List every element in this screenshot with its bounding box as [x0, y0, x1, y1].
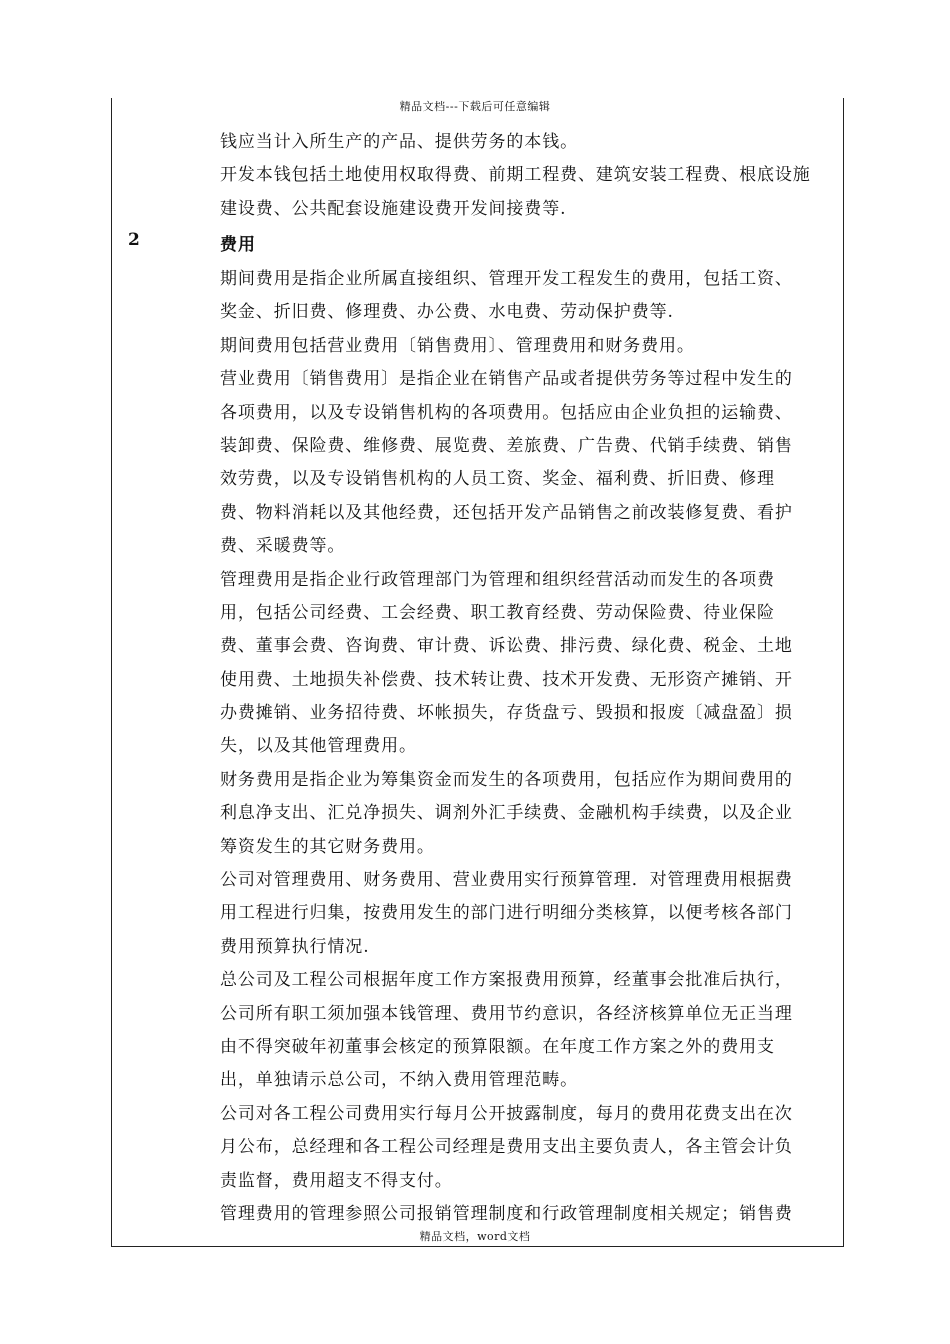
- text-line: 管理费用的管理参照公司报销管理制度和行政管理制度相关规定；销售费: [220, 1203, 793, 1224]
- text-line: 奖金、折旧费、修理费、办公费、水电费、劳动保护费等.: [220, 302, 674, 323]
- text-line: 用工程进行归集，按费用发生的部门进行明细分类核算，以便考核各部门: [220, 903, 793, 924]
- table-bottom-border: [111, 1246, 844, 1247]
- text-line: 公司对管理费用、财务费用、营业费用实行预算管理．对管理费用根据费: [220, 870, 793, 891]
- text-line: 责监督，费用超支不得支付。: [220, 1170, 453, 1191]
- text-line: 利息净支出、汇兑净损失、调剂外汇手续费、金融机构手续费，以及企业: [220, 803, 793, 824]
- section-body: [220, 263, 855, 1231]
- text-line: 总公司及工程公司根据年度工作方案报费用预算，经董事会批准后执行，: [220, 970, 793, 991]
- text-line: 用，包括公司经费、工会经费、职工教育经费、劳动保险费、待业保险: [220, 602, 775, 623]
- text-line: 公司对各工程公司费用实行每月公开披露制度，每月的费用花费支出在次: [220, 1103, 793, 1124]
- text-line: 办费摊销、业务招待费、坏帐损失，存货盘亏、毁损和报废〔减盘盈〕损: [220, 703, 793, 724]
- text-line: 建设费、公共配套设施建设费开发间接费等.: [220, 198, 567, 219]
- table-left-border: [111, 98, 112, 1246]
- section-number: 2: [128, 230, 140, 250]
- page-header: 精品文档---下载后可任意编辑: [399, 100, 551, 113]
- text-line: 财务费用是指企业为筹集资金而发生的各项费用，包括应作为期间费用的: [220, 769, 793, 790]
- text-line: 开发本钱包括土地使用权取得费、前期工程费、建筑安装工程费、根底设施: [220, 165, 811, 186]
- text-line: 效劳费，以及专设销售机构的人员工资、奖金、福利费、折旧费、修理: [220, 469, 775, 490]
- text-line: 钱应当计入所生产的产品、提供劳务的本钱。: [220, 132, 578, 152]
- text-line: 营业费用〔销售费用〕是指企业在销售产品或者提供劳务等过程中发生的: [220, 369, 793, 390]
- text-line: 各项费用，以及专设销售机构的各项费用。包括应由企业负担的运输费、: [220, 402, 793, 423]
- section-title: 费用: [220, 235, 256, 255]
- text-line: 费、物料消耗以及其他经费，还包括开发产品销售之前改装修复费、看护: [220, 502, 793, 523]
- text-line: 管理费用是指企业行政管理部门为管理和组织经营活动而发生的各项费: [220, 569, 775, 590]
- text-line: 装卸费、保险费、维修费、展览费、差旅费、广告费、代销手续费、销售: [220, 435, 793, 456]
- text-line: 期间费用是指企业所属直接组织、管理开发工程发生的费用，包括工资、: [220, 269, 793, 289]
- text-line: 公司所有职工须加强本钱管理、费用节约意识，各经济核算单位无正当理: [220, 1003, 793, 1024]
- text-line: 由不得突破年初董事会核定的预算限额。在年度工作方案之外的费用支: [220, 1036, 775, 1057]
- text-line: 费用预算执行情况.: [220, 936, 370, 957]
- text-line: 筹资发生的其它财务费用。: [220, 836, 435, 857]
- text-line: 费、董事会费、咨询费、审计费、诉讼费、排污费、绿化费、税金、土地: [220, 636, 793, 657]
- continued-paragraph: [220, 126, 855, 226]
- text-line: 失，以及其他管理费用。: [220, 736, 417, 757]
- text-line: 使用费、土地损失补偿费、技术转让费、技术开发费、无形资产摊销、开: [220, 669, 793, 690]
- text-line: 出，单独请示总公司，不纳入费用管理范畴。: [220, 1070, 578, 1091]
- text-line: 期间费用包括营业费用〔销售费用〕、管理费用和财务费用。: [220, 335, 695, 356]
- page-footer: 精品文档，word文档: [419, 1230, 531, 1243]
- text-line: 月公布，总经理和各工程公司经理是费用支出主要负责人，各主管会计负: [220, 1137, 793, 1158]
- text-line: 费、采暖费等。: [220, 536, 346, 557]
